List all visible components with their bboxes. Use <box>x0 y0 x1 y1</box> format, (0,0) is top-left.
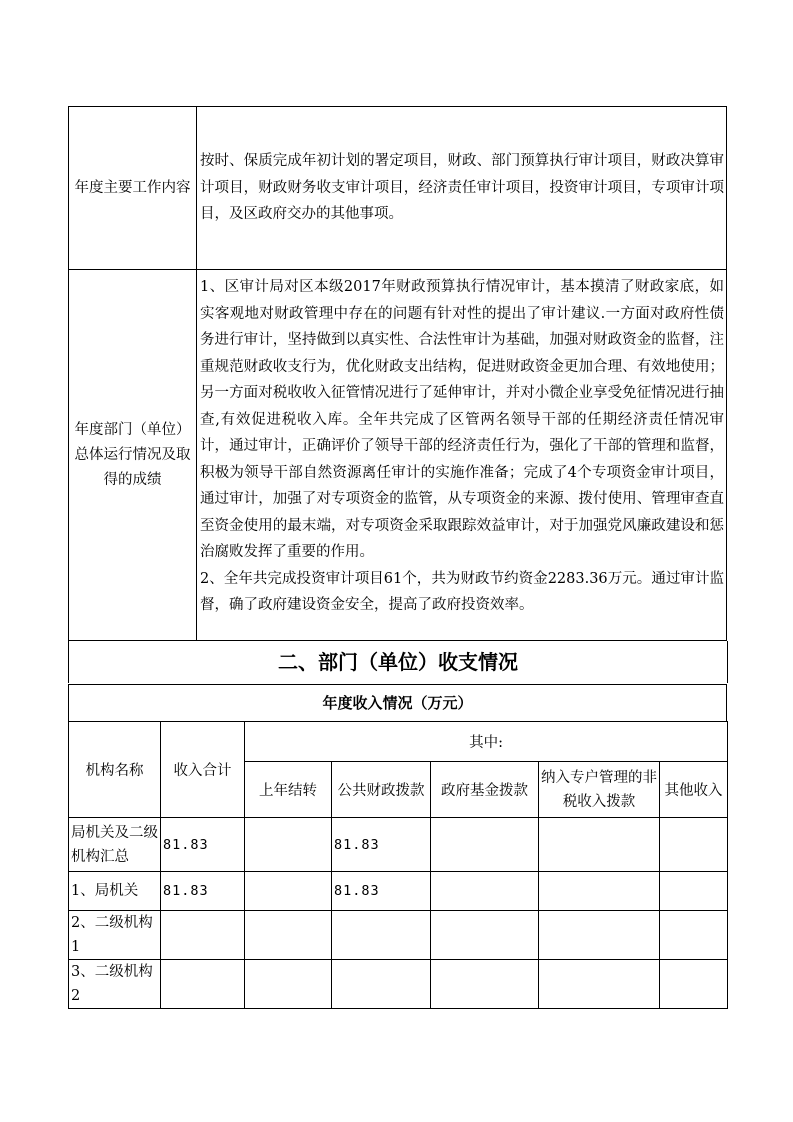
row-gov-fund <box>431 911 539 960</box>
row-gov-fund <box>431 960 539 1009</box>
row-other <box>660 872 728 911</box>
row-other <box>660 960 728 1009</box>
row-total <box>161 960 245 1009</box>
achievements-row <box>69 270 727 641</box>
row-other <box>660 911 728 960</box>
header-of-which: 其中: <box>245 722 728 762</box>
row-public-finance <box>332 960 431 1009</box>
work-content-row <box>69 107 727 270</box>
row-public-finance <box>332 911 431 960</box>
table-row <box>69 818 728 872</box>
row-gov-fund <box>431 872 539 911</box>
row-prev-balance <box>245 872 332 911</box>
row-prev-balance <box>245 911 332 960</box>
header-org: 机构名称 <box>69 722 161 818</box>
row-other <box>660 818 728 872</box>
row-public-finance: 81.83 <box>332 818 431 872</box>
work-summary-table <box>68 106 727 641</box>
achievements-paragraph-2: 2、全年共完成投资审计项目61个，共为财政节约资金2283.36万元。通过审计监督，确了政府建设资金安全，提高了政府投资效率。 <box>200 570 724 613</box>
header-other: 其他收入 <box>660 762 728 818</box>
section-title: 二、部门（单位）收支情况 <box>68 641 728 683</box>
work-content-text: 按时、保质完成年初计划的署定项目，财政、部门预算执行审计项目，财政决算审计项目，财政财务收支审计项目，经济责任审计项目，投资审计项目，专项审计项目，及区政府交办的其他事项。 <box>197 107 727 270</box>
header-total: 收入合计 <box>161 722 245 818</box>
row-org-name: 1、局机关 <box>69 872 161 911</box>
header-public-finance: 公共财政拨款 <box>332 762 431 818</box>
row-org-name: 2、二级机构1 <box>69 911 161 960</box>
row-public-finance: 81.83 <box>332 872 431 911</box>
header-prev-balance: 上年结转 <box>245 762 332 818</box>
table-row <box>69 911 728 960</box>
row-non-tax <box>539 911 660 960</box>
income-table <box>68 721 728 1009</box>
row-prev-balance <box>245 960 332 1009</box>
header-gov-fund: 政府基金拨款 <box>431 762 539 818</box>
row-gov-fund <box>431 818 539 872</box>
table-row <box>69 872 728 911</box>
achievements-paragraph-1: 1、区审计局对区本级2017年财政预算执行情况审计，基本摸清了财政家底，如实客观地对财政管理中存在的问题有针对性的提出了审计建议.一方面对政府性债务进行审计，坚持做到以真实性、合法性审计为基础，加强对财政资金的监督，注重规范财政收支行为，优化财政支出结构，促进财政资金更加合理、有效地使用；另一方面对税收收入征管情况进行了延伸审计，并对小微企业享受免征情况进行抽查,有效促进税收入库。全年共完成了区管两名领导干部的任期经济责任情况审计，通过审计，正确评价了领导干部的经济责任行为，强化了干部的管理和监督，积极为领导干部自然资源离任审计的实施作准备；完成了4个专项资金审计项目，通过审计，加强了对专项资金的监管，从专项资金的来源、拨付使用、管理审查直至资金使用的最末端，对专项资金采取跟踪效益审计，对于加强党风廉政建设和惩治腐败发挥了重要的作用。 <box>200 279 724 560</box>
header-non-tax: 纳入专户管理的非税收入拨款 <box>539 762 660 818</box>
row-non-tax <box>539 818 660 872</box>
row-non-tax <box>539 872 660 911</box>
income-header-row-1 <box>69 722 728 762</box>
table-row <box>69 960 728 1009</box>
work-content-label: 年度主要工作内容 <box>69 107 197 270</box>
income-table-title: 年度收入情况（万元） <box>68 684 727 722</box>
achievements-text <box>197 270 727 641</box>
row-org-name: 3、二级机构2 <box>69 960 161 1009</box>
row-org-name: 局机关及二级机构汇总 <box>69 818 161 872</box>
row-prev-balance <box>245 818 332 872</box>
row-non-tax <box>539 960 660 1009</box>
row-total <box>161 911 245 960</box>
row-total: 81.83 <box>161 872 245 911</box>
row-total: 81.83 <box>161 818 245 872</box>
achievements-label: 年度部门（单位）总体运行情况及取得的成绩 <box>69 270 197 641</box>
